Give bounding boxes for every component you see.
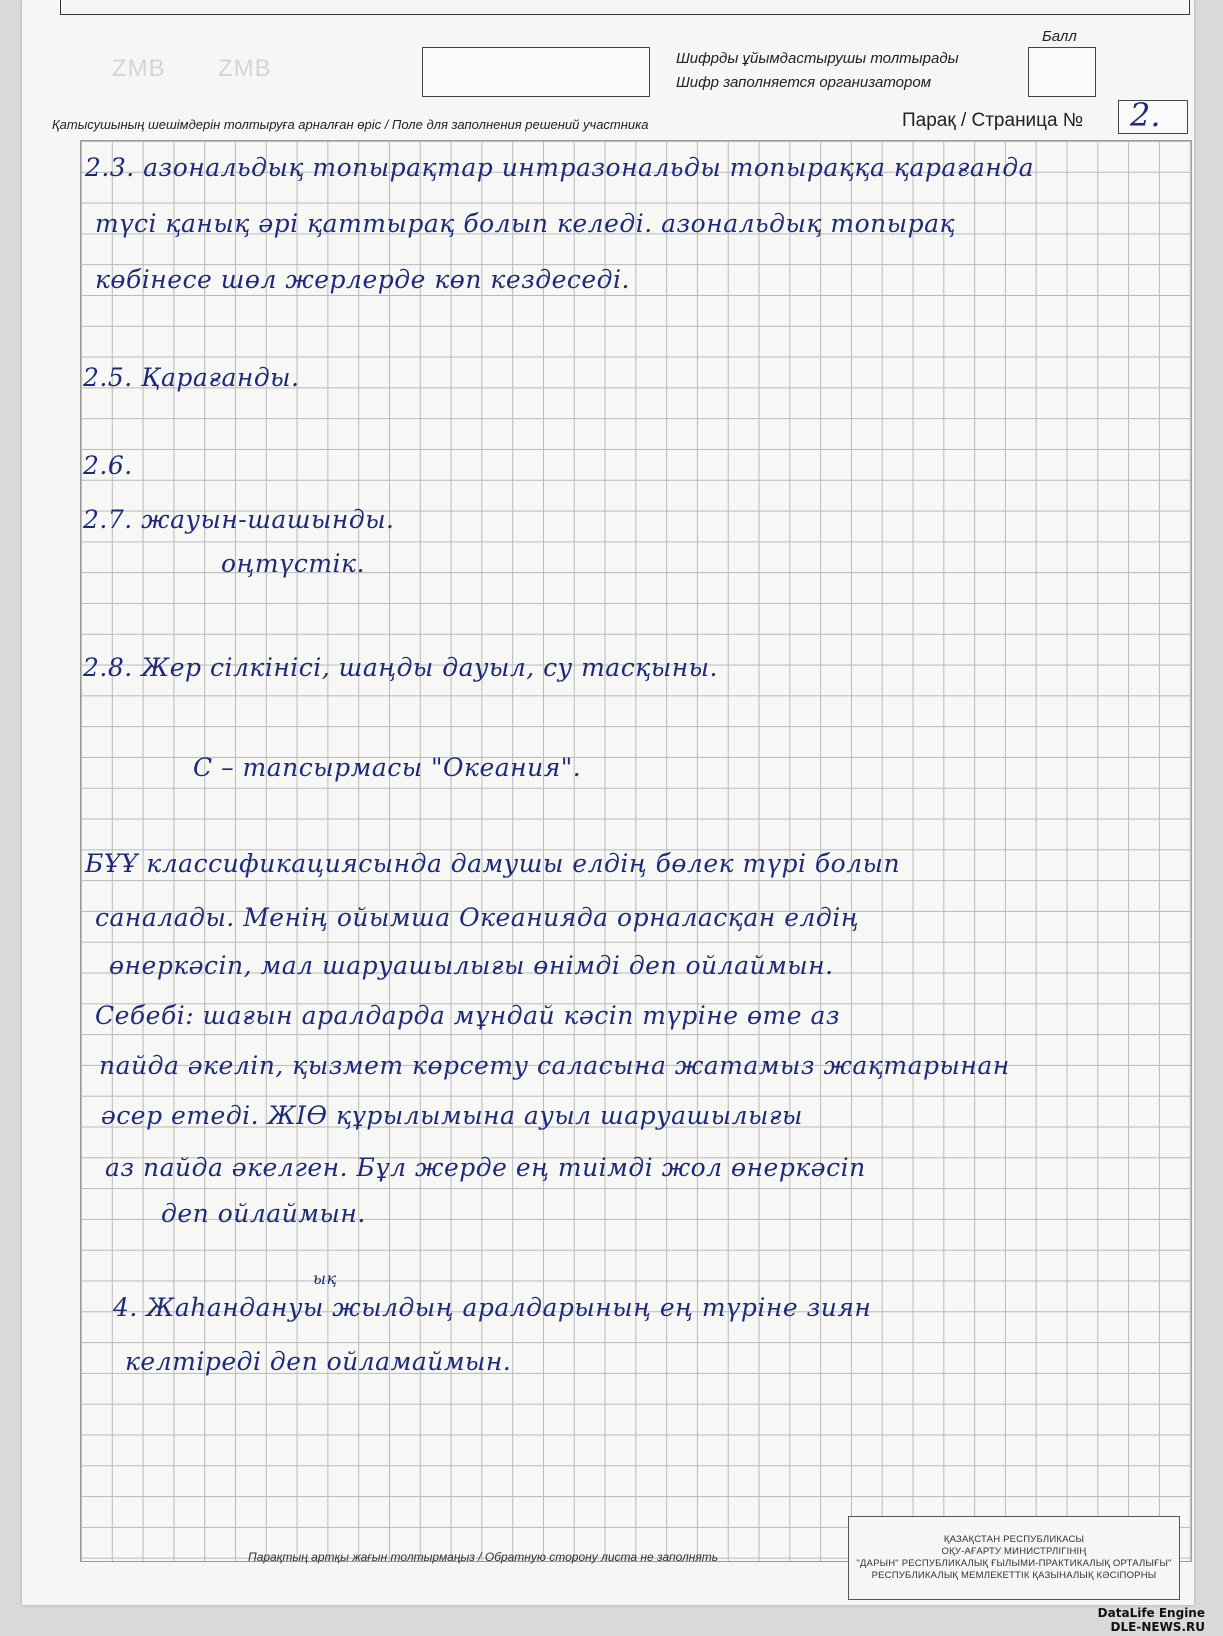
ministry-stamp (848, 1516, 1180, 1600)
brand-line-1: DataLife Engine (1097, 1606, 1205, 1620)
watermark-1: ZMB (112, 55, 166, 82)
answer-line: оңтүстік. (221, 549, 365, 578)
answer-line: Себебі: шағын аралдарда мұндай кәсіп түріне өте аз (95, 1001, 841, 1030)
correction-mark: ық (313, 1269, 337, 1288)
answer-line: 2.8. Жер сілкінісі, шаңды дауыл, су тасқыны. (83, 653, 718, 682)
answer-grid (80, 140, 1192, 1562)
answer-line: өнеркәсіп, мал шаруашылығы өнімді деп ойлаймын. (109, 951, 834, 980)
answer-line: 2.6. (83, 451, 133, 480)
ministry-line: "ДАРЫН" РЕСПУБЛИКАЛЫҚ ҒЫЛЫМИ-ПРАКТИКАЛЫҚ ОРТАЛЫҒЫ" (856, 1558, 1172, 1569)
answer-line: 2.3. азональдық топырақтар интразональды топыраққа қарағанда (85, 153, 1035, 182)
org-note-kz: Шифрды ұйымдастырушы толтырады (676, 50, 959, 67)
answer-line: түсі қанық әрі қаттырақ болып келеді. азональдық топырақ (95, 209, 956, 238)
ministry-line: ОҚУ-АҒАРТУ МИНИСТРЛІГІНІҢ (941, 1546, 1087, 1557)
answer-line: 2.7. жауын-шашынды. (83, 505, 395, 534)
answer-sheet (22, 0, 1194, 1605)
answer-line: деп ойлаймын. (161, 1199, 366, 1228)
answer-line: БҰҰ классификациясында дамушы елдің бөлек түрі болып (85, 849, 901, 878)
brand-line-2: DLE-NEWS.RU (1110, 1620, 1205, 1634)
ministry-line: РЕСПУБЛИКАЛЫҚ МЕМЛЕКЕТТІК ҚАЗЫНАЛЫҚ КӘСІПОРНЫ (871, 1570, 1157, 1581)
footer-note: Парақтың артқы жағын толтырмаңыз / Обратную сторону листа не заполнять (248, 1550, 719, 1564)
org-note-ru: Шифр заполняется организатором (676, 74, 931, 91)
top-frame (60, 0, 1190, 15)
answer-line: келтіреді деп ойламаймын. (125, 1347, 512, 1376)
answer-line: әсер етеді. ЖІӨ құрылымына ауыл шаруашылығы (101, 1101, 803, 1130)
answer-line: 4. Жаһандануы жылдың аралдарының ең түріне зиян (113, 1293, 872, 1322)
ministry-line: ҚАЗАҚСТАН РЕСПУБЛИКАСЫ (943, 1534, 1085, 1545)
page-number: 2. (1130, 96, 1161, 134)
answer-line: пайда әкеліп, қызмет көрсету саласына жатамыз жақтарынан (99, 1051, 1010, 1080)
field-caption: Қатысушының шешімдерін толтыруға арналған өріс / Поле для заполнения решений участника (52, 117, 649, 132)
answer-line: 2.5. Қарағанды. (83, 363, 300, 392)
answer-line: көбінесе шөл жерлерде көп кездеседі. (95, 265, 630, 294)
watermark-2: ZMB (218, 55, 272, 82)
score-box (1028, 47, 1096, 97)
page-label: Парақ / Страница № (902, 110, 1084, 131)
answer-line: аз пайда әкелген. Бұл жерде ең тиімді жол өнеркәсіп (105, 1153, 866, 1182)
cipher-box (422, 47, 650, 97)
answer-line: С – тапсырмасы "Океания". (193, 753, 582, 782)
answer-line: саналады. Менің ойымша Океанияда орналасқан елдің (95, 903, 860, 932)
score-label: Балл (1042, 28, 1077, 45)
